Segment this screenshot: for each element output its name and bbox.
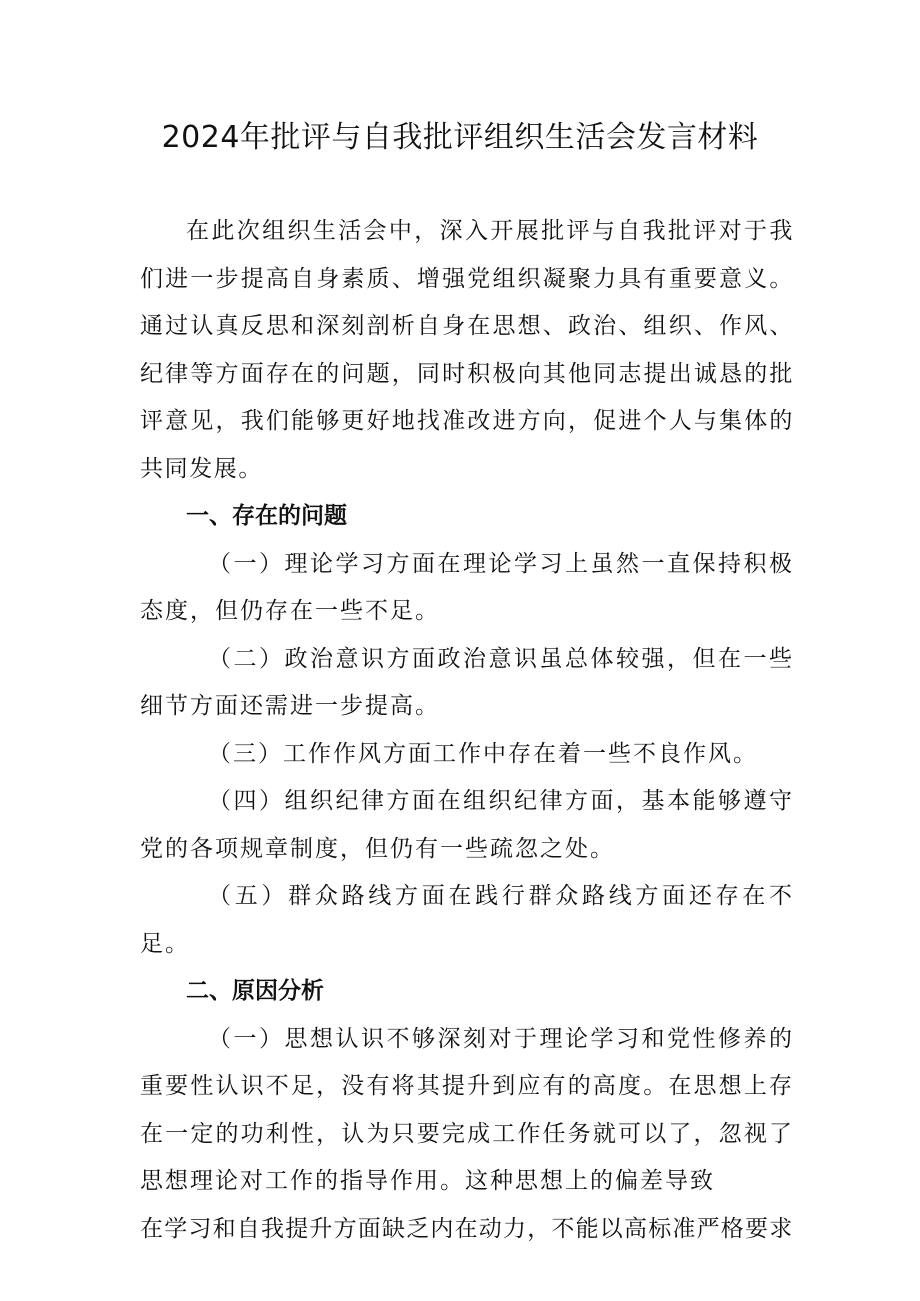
intro-paragraph: 在此次组织生活会中，深入开展批评与自我批评对于我们进一步提高自身素质、增强党组织凝聚力具有重要意义。通过认真反思和深刻剖析自身在思想、政治、组织、作风、纪律等方面存在的问题，同时积极向其他同志提出诚恳的批评意见，我们能够更好地找准改进方向，促进个人与集体的共同发展。 [140,218,794,482]
section-heading-problems: 一、存在的问题 [186,503,347,529]
document-body [140,208,794,1253]
problem-item-4: （四）组织纪律方面在组织纪律方面，基本能够遵守党的各项规章制度，但仍有一些疏忽之处。 [140,788,794,862]
problem-item-3: （三）工作作风方面工作中存在着一些不良作风。 [208,740,758,767]
section-heading-causes: 二、原因分析 [186,978,324,1004]
cause-item-1: （一）思想认识不够深刻对于理论学习和党性修养的重要性认识不足，没有将其提升到应有的高度。在思想上存在一定的功利性，认为只要完成工作任务就可以了，忽视了思想理论对工作的指导作用。这种思想上的偏差导致 [140,1025,794,1194]
problem-item-2: （二）政治意识方面政治意识虽总体较强，但在一些细节方面还需进一步提高。 [140,645,794,719]
problem-item-1: （一）理论学习方面在理论学习上虽然一直保持积极态度，但仍存在一些不足。 [140,550,794,624]
cause-item-1-continuation: 在学习和自我提升方面缺乏内在动力，不能以高标准严格要求 [140,1215,794,1242]
problem-item-5: （五）群众路线方面在践行群众路线方面还存在不足。 [140,883,794,957]
document-title: 2024年批评与自我批评组织生活会发言材料 [161,120,759,155]
